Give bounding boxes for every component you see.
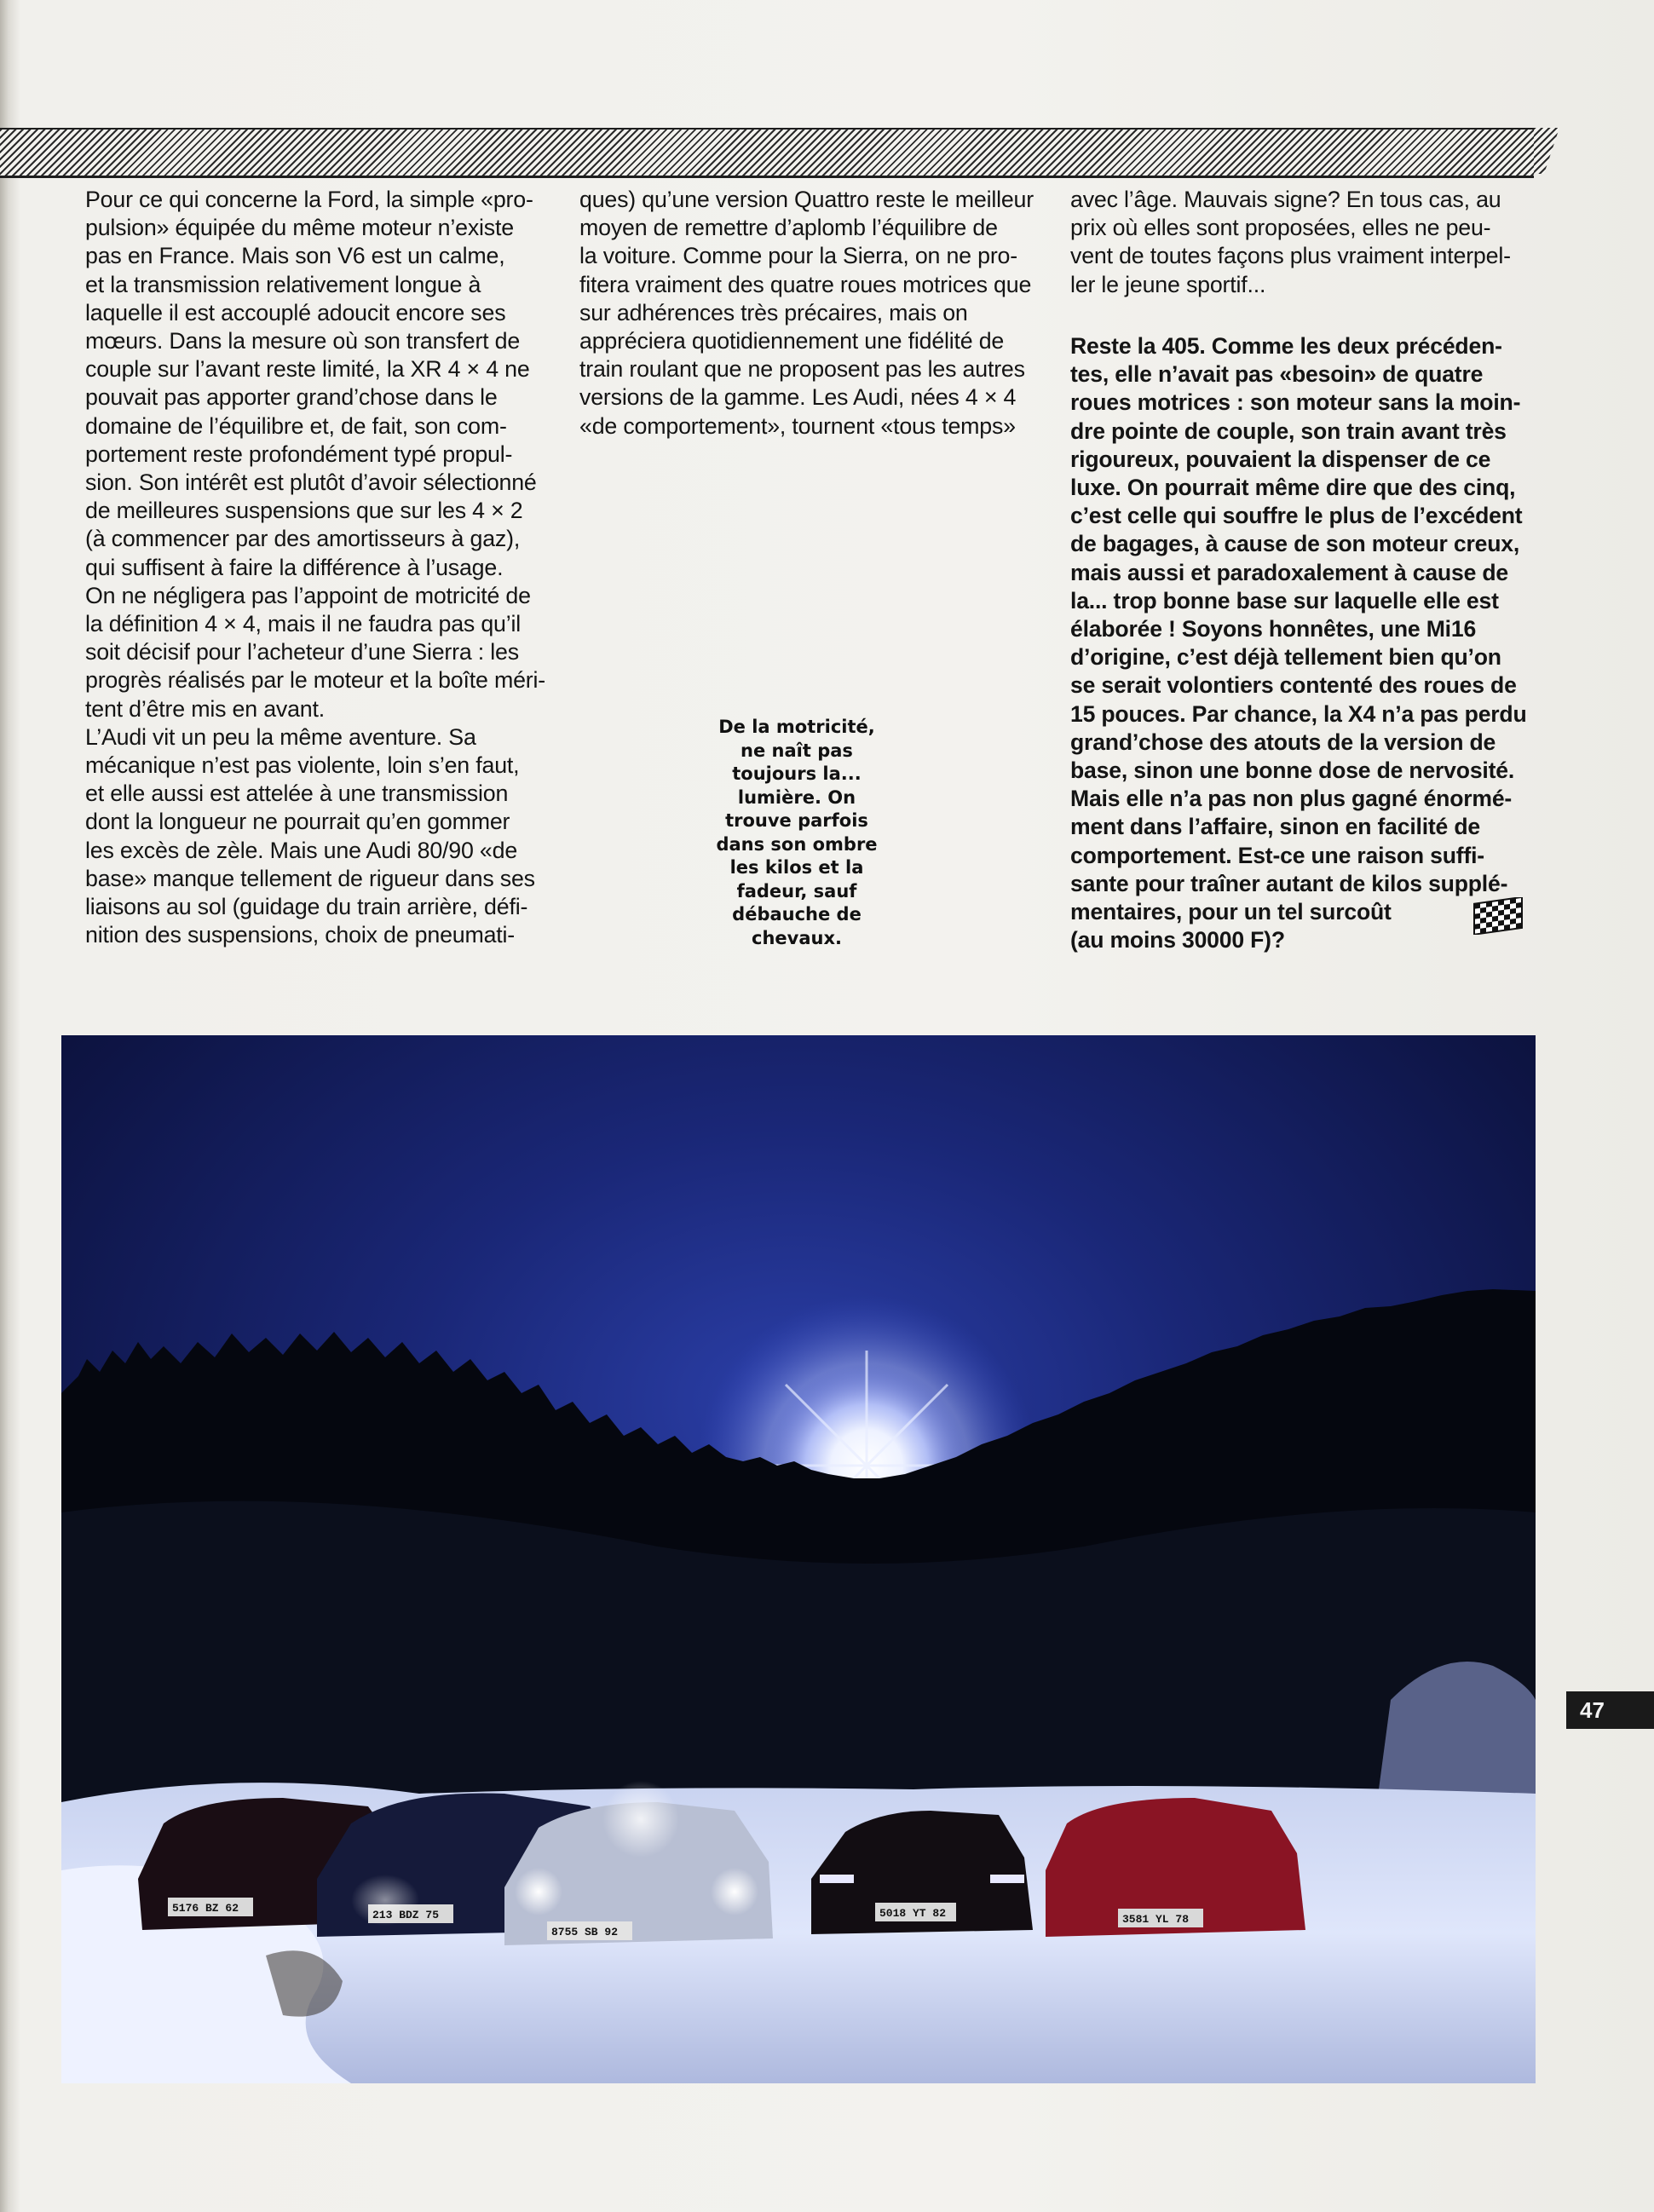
article-column-1: Pour ce qui concerne la Ford, la simple «pro- pulsion» équipée du même moteur n’existe pas en France. Mais son V6 est un calme, et la transmission relativement longue à laquelle il est accouplé adoucit encore ses mœurs. Dans la mesure où son transfert de couple sur l’avant reste limité, la XR 4 × 4 ne pouvait pas apporter grand’chose dans le domaine de l’équilibre et, de fait, son com- portement reste profondément typé propul- sion. Son intérêt est plutôt d’avoir sélectionné de meilleures suspensions que sur les 4 × 2 (à commencer par des amortisseurs à gaz), qui suffisent à faire la différence à l’usage. On ne négligera pas l’appoint de motricité de la définition 4 × 4, mais il ne faudra pas qu’il soit décisif pour l’acheteur d’une Sierra : les progrès réalisés par le moteur et la boîte méri- tent d’être mis en avant. L’Audi vit un peu la même aventure. Sa mécanique n’est pas violente, loin s’en faut, et elle aussi est attelée à une transmission dont la longueur ne pourrait qu’en gommer les excès de zèle. Mais une Audi 80/90 «de base» manque tellement de rigueur dans ses liaisons au sol (guidage du train arrière, défi- nition des suspensions, choix de pneumati- — [85, 187, 545, 948]
hatched-header-band-end — [1534, 128, 1559, 174]
page-number: 47 — [1566, 1691, 1654, 1729]
plate-car-3: 8755 SB 92 — [551, 1926, 619, 1938]
checkered-flag-icon — [1472, 897, 1524, 935]
article-column-3-regular: avec l’âge. Mauvais signe? En tous cas, au prix où elles sont proposées, elles ne peu- vent de toutes façons plus vraiment interpel- ler le jeune sportif... — [1070, 187, 1511, 297]
plate-car-4: 5018 YT 82 — [879, 1907, 947, 1920]
photo-caption: De la motricité, ne naît pas toujours la... lumière. On trouve parfois dans son ombre les kilos et la fadeur, sauf débauche de chevaux. — [716, 717, 878, 948]
article-column-2: ques) qu’une version Quattro reste le meilleur moyen de remettre d’aplomb l’équilibre de la voiture. Comme pour la Sierra, on ne pro- fitera vraiment des quatre roues motrices que sur adhérences très précaires, mais on appréciera quotidiennement une fidélité de train roulant que ne proposent pas les autres versions de la gamme. Les Audi, nées 4 × 4 «de comportement», tournent «tous temps» — [579, 187, 1034, 439]
plate-car-5: 3581 YL 78 — [1122, 1913, 1190, 1926]
night-photo-cars-in-snow — [61, 1035, 1536, 2083]
plate-car-2: 213 BDZ 75 — [372, 1909, 440, 1921]
plate-car-1: 5176 BZ 62 — [172, 1902, 239, 1915]
hatched-header-band — [0, 128, 1534, 178]
article-column-3-bold: Reste la 405. Comme les deux précéden- tes, elle n’avait pas «besoin» de quatre roues motrices : son moteur sans la moin- dre pointe de couple, son train avant très rigoureux, pouvaient la dispenser de ce luxe. On pourrait même dire que des cinq, c’est celle qui souffre le plus de l’excédent de bagages, à cause de son moteur creux, mais aussi et paradoxalement à cause de la... trop bonne base sur laquelle elle est élaborée ! Soyons honnêtes, une Mi16 d’origine, c’est déjà tellement bien qu’on se serait volontiers contenté des roues de 15 pouces. Par chance, la X4 n’a pas perdu grand’chose des atouts de la version de base, sinon une bonne dose de nervosité. Mais elle n’a pas non plus gagné énormé- ment dans l’affaire, sinon en facilité de comportement. Est-ce une raison suffi- sante pour traîner autant de kilos supplé- mentaires, pour un tel surcoût (au moins 30000 F)? — [1070, 333, 1527, 953]
